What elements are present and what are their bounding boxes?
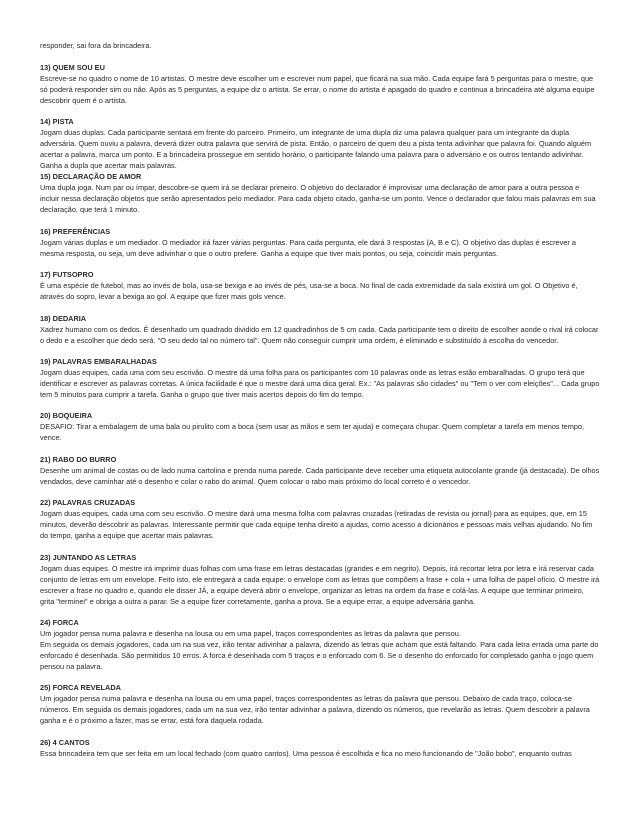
section-palavras-cruzadas — [40, 497, 600, 541]
continued-text: responder, sai fora da brincadeira. — [40, 41, 152, 50]
section-forca — [40, 617, 600, 672]
section-body: Em seguida os demais jogadores, cada um na sua vez, irão tentar adivinhar a palavra, dizendo as letras que acham que está faltando. Para cada letra errada uma parte do enforcado é desenhada. São permitidos 10 erros. A forca é desenhada com 5 traços e o enforcado com 6. Se o desenho do enforcado for completado ganha o jogo quem pensou na palavra. — [40, 639, 599, 671]
section-dedaria — [40, 313, 600, 346]
section-title: 21) RABO DO BURRO — [40, 454, 117, 464]
section-forca-revelada — [40, 682, 600, 726]
section-body: Essa brincadeira tem que ser feita em um local fechado (com quatro cantos). Uma pessoa é escolhida e fica no meio funcionando de "João bobo", enquanto outras — [40, 748, 572, 758]
section-pista — [40, 116, 600, 171]
section-title: 20) BOQUEIRA — [40, 411, 93, 421]
section-futsopro — [40, 269, 600, 302]
section-title: 22) PALAVRAS CRUZADAS — [40, 498, 136, 508]
section-boqueira — [40, 410, 600, 443]
section-body: Um jogador pensa numa palavra e desenha na lousa ou em uma papel, traços correspondentes as letras da palavra que pensou. — [40, 628, 461, 638]
section-title: 26) 4 CANTOS — [40, 737, 90, 747]
section-body: É uma espécie de futebol, mas ao invés de bola, usa-se bexiga e ao invés de pés, usa-se a boca. No final de cada extremidade da sala existirá um gol. O Objetivo é, através do sopro, levar a bexiga ao gol. A equipe que fizer mais gols vence. — [40, 281, 578, 302]
section-rabo-do-burro — [40, 454, 600, 487]
section-body: Uma dupla joga. Num par ou ímpar, descobre-se quem irá se declarar primeiro. O objetivo do declarador é improvisar uma declaração de amor para a outra pessoa e incluir nessa declaração objetos que serão apresentados pelo mediador. Para cada objeto citado, ganha-se um ponto. Vence o declarador que falou mais palavras em sua declaração, que terá 1 minuto. — [40, 183, 596, 215]
section-body: Jogam duas duplas. Cada participante sentará em frente do parceiro. Primeiro, um integrante de uma dupla diz uma palavra qualquer para um integrante da dupla adversária. Quem ouviu a palavra, deverá dizer outra palavra que servirá de pista. Então, o parceiro de quem deu a pista tenta adivinhar que palavra foi. Quando alguém acertar a palavra, marca um ponto. E a brincadeira prossegue em sentido horário, o participante falando uma palavra para o adversário e os outros tentando adivinhar. Ganha a dupla que acertar mais palavras. — [40, 128, 592, 171]
section-palavras-embaralhadas — [40, 356, 600, 400]
section-title: 15) DECLARAÇÃO DE AMOR — [40, 172, 142, 182]
section-title: 13) QUEM SOU EU — [40, 63, 105, 72]
section-title: 24) FORCA — [40, 617, 79, 627]
section-body: Jogam duas equipes, cada uma com seu escrivão. O mestre dá uma folha para os participantes com 10 palavras onde as letras estão embaralhadas. O grupo terá que identificar e escrever as palavras corretas. A única facilidade é que o mestre dará uma dica geral. Ex.: "As palavras são cidades" ou "Tem o ver com eleições"... Cada grupo tem 5 minutos para cumprir a tarefa. Ganha o grupo que tiver mais acertos depois do fim do tempo. — [40, 367, 600, 399]
section-body: Jogam várias duplas e um mediador. O mediador irá fazer várias perguntas. Para cada pergunta, ele dará 3 respostas (A, B e C). O objetivo das duplas é escrever a mesma resposta, ou seja, um deve adivinhar o que o outro prefere. Ganha a equipe que tiver mais pontos, ou seja, coincidir mais perguntas. — [40, 237, 576, 258]
section-quem-sou-eu — [40, 62, 600, 106]
section-title: 25) FORCA REVELADA — [40, 683, 121, 693]
section-body: Escreve-se no quadro o nome de 10 artistas. O mestre deve escolher um e escrever num papel, que ficará na sua mão. Cada equipe fará 5 perguntas para o mestre, que só poderá responder sim ou não. Após as 5 perguntas, a equipe diz o artista. Se errar, o nome do artista é apagado do quadro e continua a brincadeira até alguma equipe descobrir quem é o artista. — [40, 74, 595, 105]
section-title: 23) JUNTANDO AS LETRAS — [40, 552, 137, 562]
section-title: 19) PALAVRAS EMBARALHADAS — [40, 356, 157, 366]
section-body: Desenhe um animal de costas ou de lado numa cartolina e prenda numa parede. Cada participante deve receber uma etiqueta autocolante grande (já destacada). De olhos vendados, deve caminhar até o desenho e colar o rabo do animal. Quem colocar o rabo mais próximo do local correto é o vencedor. — [40, 465, 600, 486]
section-body: Jogam duas equipes, cada uma com seu escrivão. O mestre dará uma mesma folha com palavras cruzadas (retiradas de revista ou jornal) para as equipes, que, em 15 minutos, deverão descobrir as palavras. Interessante permitir que cada equipe tenha direito a ajudas, como acesso a dicionários e pessoas mais velhas ajudando. No fim do tempo, ganha a equipe que acertar mais palavras. — [40, 509, 593, 541]
section-body: DESAFIO: Tirar a embalagem de uma bala ou pirulito com a boca (sem usar as mãos e sem ter ajuda) e começara chupar. Quem completar a tarefa em menos tempo, vence. — [40, 422, 585, 443]
section-title: 16) PREFERÊNCIAS — [40, 226, 111, 236]
section-juntando-as-letras — [40, 552, 600, 607]
document-page — [40, 40, 600, 769]
section-body: Um jogador pensa numa palavra e desenha na lousa ou em uma papel, traços correspondentes as letras da palavra que pensou. Debaixo de cada traço, coloca-se números. Em seguida os demais jogadores, cada um na sua vez, irão tentar adivinhar a palavra, dizendo os números, que revelarão as letras. Quem descobrir a palavra ganha e é o próximo a fazer, mas se errar, está fora daquela rodada. — [40, 694, 590, 726]
section-body: Jogam duas equipes. O mestre irá imprimir duas folhas com uma frase em letras destacadas (grandes e em negrito). Depois, irá recortar letra por letra e irá reservar cada conjunto de letras em um envelope. Feito isto, ele entregará a cada equipe: o envelope com as letras que compõem a frase + cola + uma folha de papel ofício. O mestre irá escrever a frase no quadro e, quando ele disser JÁ, a equipe deverá abrir o envelope, organizar as letras na ordem da frase e colá-las. A equipe que terminar primeiro, grita "terminei" e obriga a outra a parar. Se a equipe fizer corretamente, ganha a prova. Se a equipe errar, a equipe adversária ganha. — [40, 563, 600, 606]
section-declaracao-de-amor — [40, 171, 600, 215]
section-title: 18) DEDARIA — [40, 313, 87, 323]
section-4-cantos — [40, 737, 600, 759]
section-title: 14) PISTA — [40, 117, 74, 127]
section-preferencias — [40, 226, 600, 259]
section-body: Xadrez humano com os dedos. É desenhado um quadrado dividido em 12 quadradinhos de 5 cm cada. Cada participante tem o direito de escolher aonde o rival irá colocar o dedo e a escolher que dedo será. "O seu dedo tal no número tal". Quem não conseguir cumprir uma ordem, é eliminado e substituído à escolha do vencedor. — [40, 324, 599, 345]
section-title: 17) FUTSOPRO — [40, 270, 94, 280]
